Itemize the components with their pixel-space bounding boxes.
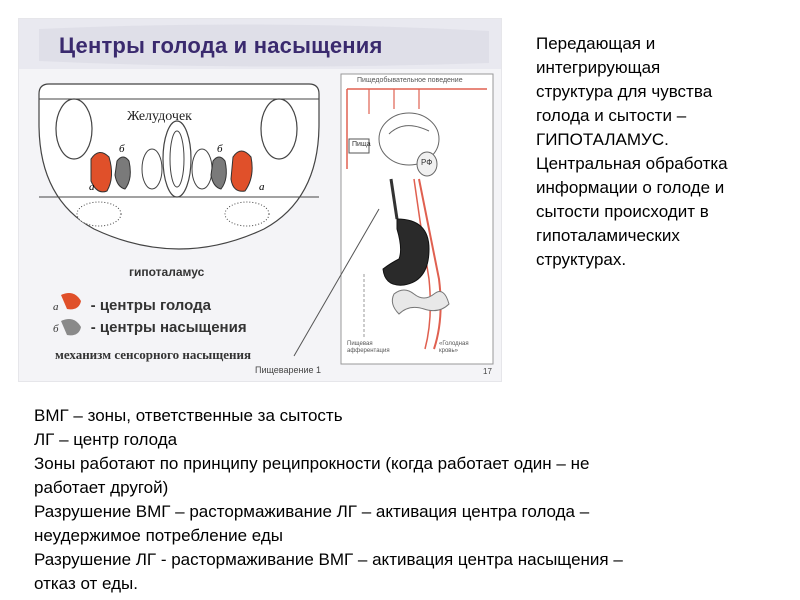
right-line: структура для чувства xyxy=(536,82,713,101)
schema-rf-label: РФ xyxy=(421,158,433,167)
bottom-line: Разрушение ВМГ – растормаживание ЛГ – активация центра голода – xyxy=(34,502,590,521)
bottom-description xyxy=(34,404,774,596)
right-line: структурах. xyxy=(536,250,627,269)
label-a-right: а xyxy=(259,181,265,193)
right-line: Передающая и xyxy=(536,34,656,53)
schema-bottom-left: Пищевая афферентация xyxy=(347,341,390,354)
right-line: гипоталамических xyxy=(536,226,680,245)
schema-food-label: Пища xyxy=(352,141,371,148)
legend-satiety-letter: б xyxy=(53,323,59,335)
bottom-line: Разрушение ЛГ - растормаживание ВМГ – активация центра насыщения – xyxy=(34,550,623,569)
bottom-line: ЛГ – центр голода xyxy=(34,430,178,449)
legend-satiety-text: - центры насыщения xyxy=(90,319,247,336)
figure-footer: Пищеварение 1 xyxy=(255,365,322,375)
label-b-left: б xyxy=(119,143,125,155)
mechanism-label: механизм сенсорного насыщения xyxy=(55,347,251,362)
bottom-line: Зоны работают по принципу реципрокности (когда работает один – не xyxy=(34,454,590,473)
legend-hunger xyxy=(53,297,211,314)
right-line: голода и сытости – xyxy=(536,106,687,125)
right-line: Центральная обработка xyxy=(536,154,728,173)
legend-satiety xyxy=(53,319,247,336)
label-b-right: б xyxy=(217,143,223,155)
right-line: интегрирующая xyxy=(536,58,661,77)
right-line: сытости происходит в xyxy=(536,202,709,221)
slide-figure xyxy=(18,18,502,382)
legend-hunger-letter: а xyxy=(53,301,59,313)
stomach-label: Желудочек xyxy=(127,109,192,124)
schema-top-label: Пищедобывательное поведение xyxy=(357,77,463,84)
legend-hunger-text: - центры голода xyxy=(90,297,211,314)
bottom-line: неудержимое потребление еды xyxy=(34,526,284,545)
bottom-line: работает другой) xyxy=(34,478,169,497)
schema-bottom-right: «Голодная кровь» xyxy=(439,341,469,354)
right-line: информации о голоде и xyxy=(536,178,725,197)
right-line: ГИПОТАЛАМУС. xyxy=(536,130,669,149)
bottom-line: отказ от еды. xyxy=(34,574,138,593)
bottom-line: ВМГ – зоны, ответственные за сытость xyxy=(34,406,343,425)
hypothalamus-label: гипоталамус xyxy=(129,265,205,279)
figure-title: Центры голода и насыщения xyxy=(59,33,383,58)
right-description xyxy=(536,32,776,272)
label-a-left: а xyxy=(89,181,95,193)
neural-schema-drawing xyxy=(341,74,493,364)
page-number: 17 xyxy=(483,367,492,376)
